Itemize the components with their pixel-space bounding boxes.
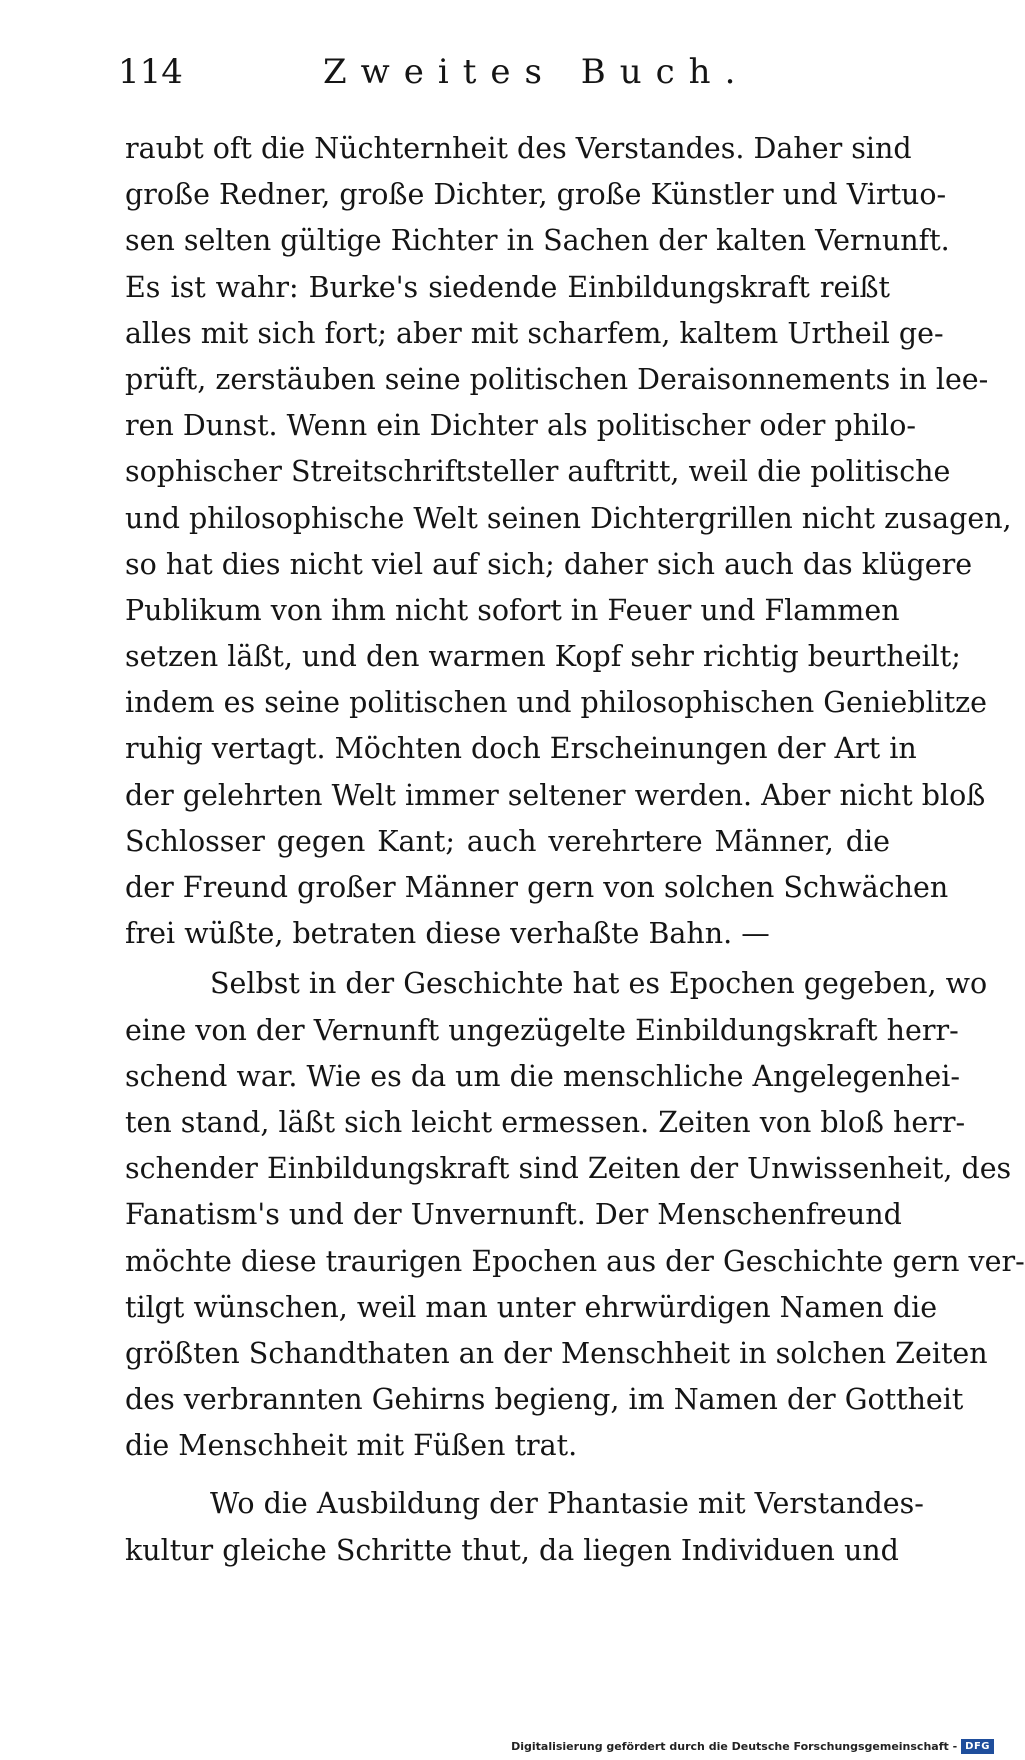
text-line: eine von der Vernunft ungezügelte Einbildungskraft herr- — [125, 1013, 959, 1047]
page-header — [118, 52, 898, 102]
text-line: ren Dunst. Wenn ein Dichter als politischer oder philo- — [125, 409, 917, 443]
digitization-footer — [511, 1736, 994, 1756]
paragraph-start-line: Selbst in der Geschichte hat es Epochen gegeben, wo — [210, 967, 988, 1001]
text-line: Fanatism's und der Unvernunft. Der Menschenfreund — [125, 1198, 902, 1232]
text-line: raubt oft die Nüchternheit des Verstandes. Daher sind — [125, 132, 912, 165]
text-line: schender Einbildungskraft sind Zeiten der Unwissenheit, des — [125, 1152, 1012, 1186]
paragraph-start-line: Wo die Ausbildung der Phantasie mit Verstandes- — [210, 1487, 924, 1521]
text-line: so hat dies nicht viel auf sich; daher sich auch das klügere — [125, 547, 973, 581]
text-line: Publikum von ihm nicht sofort in Feuer und Flammen — [125, 593, 900, 627]
text-line: große Redner, große Dichter, große Künstler und Virtuo- — [125, 178, 947, 212]
text-line: ten stand, läßt sich leicht ermessen. Zeiten von bloß herr- — [125, 1105, 966, 1139]
body-text — [125, 126, 1025, 1574]
text-line: prüft, zerstäuben seine politischen Deraisonnements in lee- — [125, 362, 989, 396]
text-line: tilgt wünschen, weil man unter ehrwürdigen Namen die — [125, 1290, 938, 1324]
text-line: setzen läßt, und den warmen Kopf sehr richtig beurtheilt; — [125, 640, 961, 674]
footer-credit: Digitalisierung gefördert durch die Deutsche Forschungsgemeinschaft - — [511, 1739, 958, 1753]
text-line: und philosophische Welt seinen Dichtergrillen nicht zusagen, — [125, 501, 1012, 535]
text-line: indem es seine politischen und philosophischen Genieblitze — [125, 686, 988, 720]
page-number: 114 — [118, 52, 183, 92]
text-line: der gelehrten Welt immer seltener werden. Aber nicht bloß — [125, 778, 986, 812]
text-line: Schlosser gegen Kant; auch verehrtere Männer, die — [125, 824, 890, 858]
text-line: sen selten gültige Richter in Sachen der kalten Vernunft. — [125, 224, 950, 258]
text-line: der Freund großer Männer gern von solchen Schwächen — [125, 871, 949, 904]
dfg-logo: DFG — [961, 1739, 994, 1754]
text-line: des verbrannten Gehirns begieng, im Namen der Gottheit — [125, 1383, 964, 1417]
text-line: die Menschheit mit Füßen trat. — [125, 1429, 578, 1463]
text-line: Es ist wahr: Burke's siedende Einbildungskraft reißt — [125, 270, 890, 304]
text-line: alles mit sich fort; aber mit scharfem, kaltem Urtheil ge- — [125, 316, 944, 350]
running-title: Zweites Buch. — [323, 52, 750, 92]
text-line: sophischer Streitschriftsteller auftritt, weil die politische — [125, 455, 951, 489]
text-line: möchte diese traurigen Epochen aus der Geschichte gern ver- — [125, 1244, 1025, 1278]
text-line: größten Schandthaten an der Menschheit in solchen Zeiten — [125, 1336, 988, 1370]
text-line: frei wüßte, betraten diese verhaßte Bahn. — — [125, 917, 770, 951]
text-line: schend war. Wie es da um die menschliche Angelegenhei- — [125, 1059, 960, 1093]
text-line: kultur gleiche Schritte thut, da liegen Individuen und — [125, 1533, 899, 1567]
text-line: ruhig vertagt. Möchten doch Erscheinungen der Art in — [125, 732, 917, 766]
